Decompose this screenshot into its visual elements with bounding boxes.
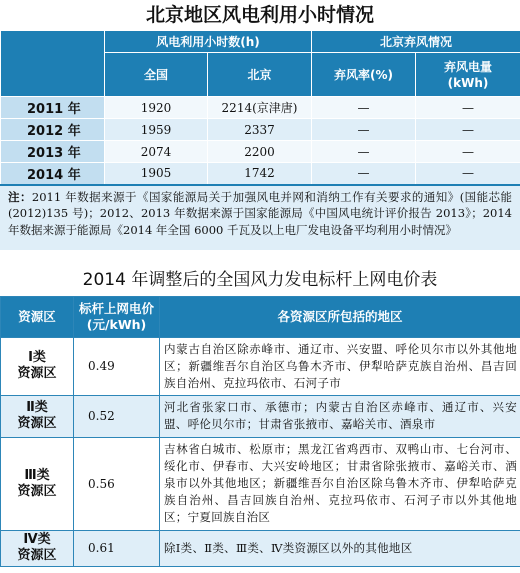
header-national: 全国: [105, 53, 208, 97]
note-label: 注：: [8, 189, 32, 204]
table-row: [1, 337, 520, 395]
table-row: [1, 395, 520, 437]
header-beijing-curtailment: 北京弃风情况: [312, 31, 520, 53]
wind-hours-table: [0, 30, 520, 186]
area-list: 吉林省白城市、松原市；黑龙江省鸡西市、双鸭山市、七台河市、绥化市、伊春市、大兴安岭地区；甘肃省除张掖市、嘉峪关市、酒泉市以外其他地区；新疆维吾尔自治区除乌鲁木齐市、伊犁哈萨克族自治州、昌吉回族自治州、克拉玛依市、石河子市以外其他地区；宁夏回族自治区: [160, 437, 520, 530]
table-row: [1, 437, 520, 530]
price-value: 0.52: [74, 395, 160, 437]
resource-class: Ⅱ类 资源区: [1, 395, 74, 437]
header-curtail-rate: 弃风率(%): [312, 53, 416, 97]
table1-title: 北京地区风电利用小时情况: [145, 4, 374, 26]
table-row: [1, 119, 520, 141]
row-year: 2013 年: [1, 141, 105, 163]
header-corner: [1, 31, 105, 97]
area-list: 除Ⅰ类、Ⅱ类、Ⅲ类、Ⅳ类资源区以外的其他地区: [160, 530, 520, 566]
cell-beijing: 2214(京津唐): [208, 97, 312, 119]
cell-rate: —: [312, 119, 416, 141]
cell-beijing: 2200: [208, 141, 312, 163]
row-year: 2012 年: [1, 119, 105, 141]
cell-national: 1959: [105, 119, 208, 141]
cell-power: —: [416, 163, 520, 185]
table-row: [1, 97, 520, 119]
resource-class: Ⅰ类 资源区: [1, 337, 74, 395]
header-price: 标杆上网电价 (元/kWh): [74, 296, 160, 337]
price-value: 0.56: [74, 437, 160, 530]
wind-price-table: [0, 296, 520, 567]
header-wind-hours: 风电利用小时数(h): [105, 31, 312, 53]
header-beijing: 北京: [208, 53, 312, 97]
cell-power: —: [416, 141, 520, 163]
price-value: 0.49: [74, 337, 160, 395]
note-text: 2011 年数据来源于《国家能源局关于加强风电并网和消纳工作有关要求的通知》(国能芯能(2012)135 号)；2012、2013 年数据来源于国家能源局《中国风电统计评价报告 2013》；2014 年数据来源于能源局《2014 年全国 6000 千瓦及以上电厂发电设备平均利用小时情况》: [8, 189, 512, 237]
area-list: 内蒙古自治区除赤峰市、通辽市、兴安盟、呼伦贝尔市以外其他地区；新疆维吾尔自治区乌鲁木齐市、伊犁哈萨克族自治州、昌吉回族自治州、克拉玛依市、石河子市: [160, 337, 520, 395]
row-year: 2011 年: [1, 97, 105, 119]
cell-national: 1920: [105, 97, 208, 119]
cell-rate: —: [312, 141, 416, 163]
cell-beijing: 1742: [208, 163, 312, 185]
cell-rate: —: [312, 163, 416, 185]
cell-national: 2074: [105, 141, 208, 163]
resource-class: Ⅲ类 资源区: [1, 437, 74, 530]
table1-note: [0, 186, 520, 250]
cell-beijing: 2337: [208, 119, 312, 141]
cell-rate: —: [312, 97, 416, 119]
table-row: [1, 163, 520, 185]
table2-title: 2014 年调整后的全国风力发电标杆上网电价表: [82, 269, 438, 290]
cell-power: —: [416, 119, 520, 141]
price-value: 0.61: [74, 530, 160, 566]
row-year: 2014 年: [1, 163, 105, 185]
table-row: [1, 141, 520, 163]
header-class: 资源区: [1, 296, 74, 337]
header-curtail-power: 弃风电量 (kWh): [416, 53, 520, 97]
header-areas: 各资源区所包括的地区: [160, 296, 520, 337]
resource-class: Ⅳ类 资源区: [1, 530, 74, 566]
cell-national: 1905: [105, 163, 208, 185]
cell-power: —: [416, 97, 520, 119]
table-row: [1, 530, 520, 566]
area-list: 河北省张家口市、承德市；内蒙古自治区赤峰市、通辽市、兴安盟、呼伦贝尔市；甘肃省张掖市、嘉峪关市、酒泉市: [160, 395, 520, 437]
